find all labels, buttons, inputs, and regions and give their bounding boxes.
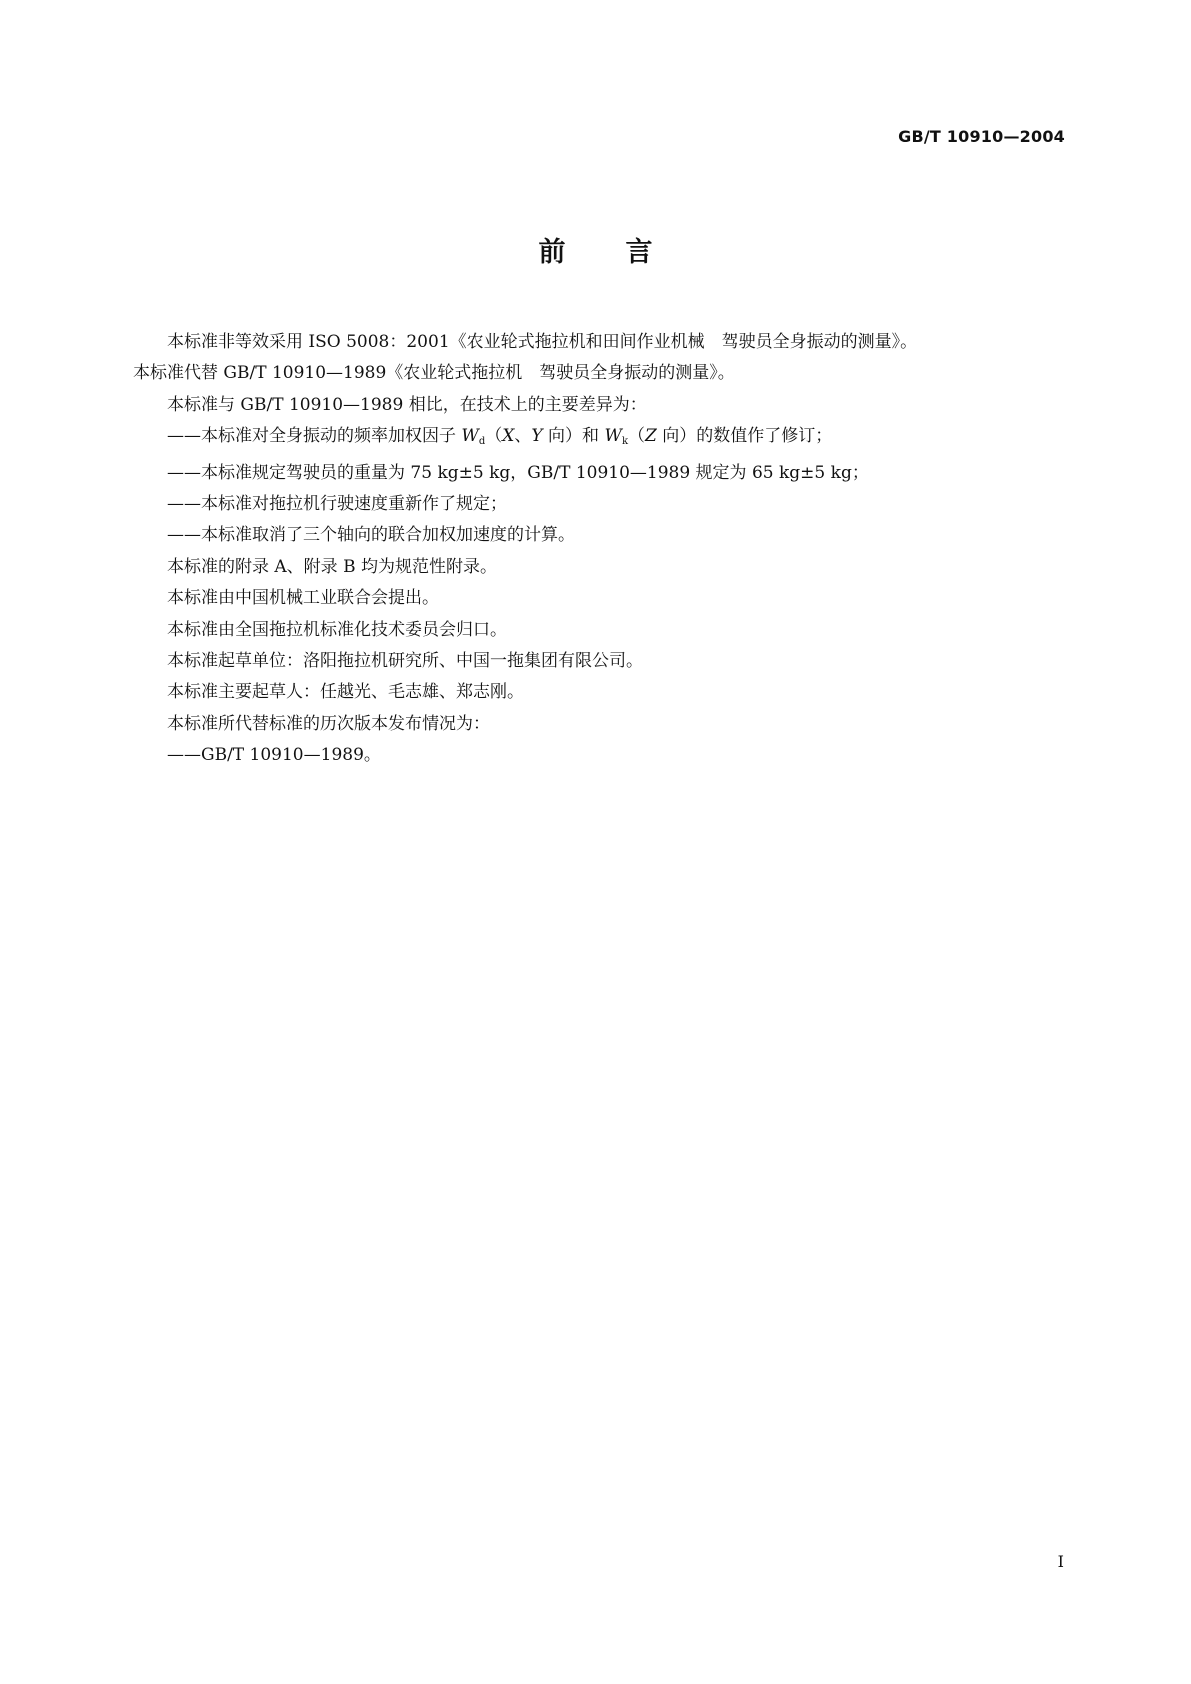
paragraph-difference-weight: ——本标准规定驾驶员的重量为 75 kg±5 kg，GB/T 10910—1989 规定为 65 kg±5 kg； xyxy=(167,462,869,483)
paragraph-differences-intro: 本标准与 GB/T 10910—1989 相比，在技术上的主要差异为： xyxy=(167,394,647,415)
page-number: I xyxy=(1057,1552,1064,1571)
text-fragment: 向）和 xyxy=(542,426,605,447)
paragraph-difference-calculation: ——本标准取消了三个轴向的联合加权加速度的计算。 xyxy=(167,525,575,546)
page-title xyxy=(0,230,1191,269)
paragraph-replacement: 本标准代替 GB/T 10910—1989《农业轮式拖拉机 驾驶员全身振动的测量》。 xyxy=(133,363,735,384)
foreword-body xyxy=(133,327,1068,772)
standard-code: GB/T 10910—2004 xyxy=(898,127,1065,146)
symbol-y: Y xyxy=(531,426,543,447)
symbol-x: X xyxy=(502,426,515,447)
subscript-d: d xyxy=(478,436,486,448)
text-fragment: 向）的数值作了修订； xyxy=(656,426,833,447)
paragraph-history-item: ——GB/T 10910—1989。 xyxy=(167,745,381,766)
symbol-w: W xyxy=(461,426,479,447)
paragraph-history-intro: 本标准所代替标准的历次版本发布情况为： xyxy=(167,713,490,734)
subscript-k: k xyxy=(621,436,628,448)
symbol-z: Z xyxy=(645,426,657,447)
paragraph-drafting-units: 本标准起草单位：洛阳拖拉机研究所、中国一拖集团有限公司。 xyxy=(167,651,643,672)
title-char-2: 言 xyxy=(625,237,653,268)
paragraph-adoption: 本标准非等效采用 ISO 5008：2001《农业轮式拖拉机和田间作业机械 驾驶员全身振动的测量》。 xyxy=(167,332,918,352)
paragraph-committee: 本标准由全国拖拉机标准化技术委员会归口。 xyxy=(167,619,507,640)
text-fragment: ——本标准对全身振动的频率加权因子 xyxy=(167,426,462,447)
paragraph-difference-weighting xyxy=(133,421,1068,457)
paragraph-difference-speed: ——本标准对拖拉机行驶速度重新作了规定； xyxy=(167,494,507,515)
paragraph-drafters: 本标准主要起草人：任越光、毛志雄、郑志刚。 xyxy=(167,682,524,703)
title-char-1: 前 xyxy=(538,237,566,268)
text-fragment: （ xyxy=(485,426,503,447)
paragraph-annexes: 本标准的附录 A、附录 B 均为规范性附录。 xyxy=(167,556,497,577)
text-fragment: 、 xyxy=(514,426,532,447)
paragraph-proposer: 本标准由中国机械工业联合会提出。 xyxy=(167,588,439,609)
symbol-w: W xyxy=(604,426,622,447)
text-fragment: （ xyxy=(628,426,645,447)
